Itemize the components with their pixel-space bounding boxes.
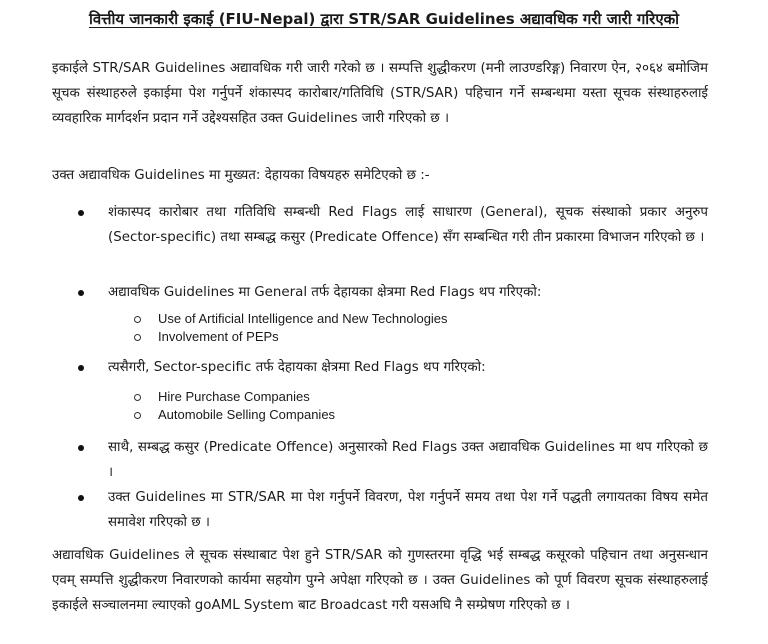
bullet-item: अद्यावधिक Guidelines मा General तर्फ देहायका क्षेत्रमा Red Flags थप गरिएको: xyxy=(108,280,708,305)
sub-bullet-item: Automobile Selling Companies xyxy=(158,407,336,422)
bullet-item: साथै, सम्बद्ध कसुर (Predicate Offence) अनुसारको Red Flags उक्त अद्यावधिक Guidelines मा थप गरिएको छ । xyxy=(108,435,708,485)
sub-bullet-item: Hire Purchase Companies xyxy=(158,389,310,404)
closing-paragraph: अद्यावधिक Guidelines ले सूचक संस्थाबाट पेश हुने STR/SAR को गुणस्तरमा वृद्धि भई सम्बद्ध कसूरको पहिचान तथा अनुसन्धान एवम् सम्पत्ति शुद्धीकरण निवारणको कार्यमा सहयोग पुग्ने अपेक्षा गरिएको छ । उक्त Guidelines को पूर्ण विवरण सूचक संस्थाहरुलाई इकाईले सञ्चालनमा ल्याएको goAML System बाट Broadcast गरी यसअघि नै सम्प्रेषण गरिएको छ । xyxy=(52,548,708,613)
sub-bullet-item: Use of Artificial Intelligence and New Technologies xyxy=(158,311,448,326)
bullet-item: उक्त Guidelines मा STR/SAR मा पेश गर्नुपर्ने विवरण, पेश गर्नुपर्ने समय तथा पेश गर्ने पद्धती लगायतका विषय समेत समावेश गरिएको छ । xyxy=(108,485,708,535)
sub-bullet-item: Involvement of PEPs xyxy=(158,329,279,344)
bullet-item: शंकास्पद कारोबार तथा गतिविधि सम्बन्धी Red Flags लाई साधारण (General), सूचक संस्थाको प्रकार अनुरुप (Sector-specific) तथा सम्बद्ध कसुर (Predicate Offence) सँग सम्बन्धित गरी तीन प्रकारमा विभाजन गरिएको छ । xyxy=(108,200,708,250)
list-intro: उक्त अद्यावधिक Guidelines मा मुख्यत: देहायका विषयहरु समेटिएको छ :- xyxy=(52,168,430,183)
document-title-text: वित्तीय जानकारी इकाई (FIU-Nepal) द्वारा STR/SAR Guidelines अद्यावधिक गरी जारी गरिएको xyxy=(88,10,680,28)
intro-paragraph: इकाईले STR/SAR Guidelines अद्यावधिक गरी जारी गरेको छ । सम्पत्ति शुद्धीकरण (मनी लाउण्डरिङ्ग) निवारण ऐन, २०६४ बमोजिम सूचक संस्थाहरुले इकाईमा पेश गर्नुपर्ने शंकास्पद कारोबार/गतिविधि (STR/SAR) पहिचान गर्ने सम्बन्धमा यस्ता सूचक संस्थाहरुलाई व्यवहारिक मार्गदर्शन प्रदान गर्ने उद्देश्यसहित उक्त Guidelines जारी गरिएको छ । xyxy=(52,61,708,126)
document-title xyxy=(0,8,768,30)
bullet-item: त्यसैगरी, Sector-specific तर्फ देहायका क्षेत्रमा Red Flags थप गरिएको: xyxy=(108,355,708,380)
